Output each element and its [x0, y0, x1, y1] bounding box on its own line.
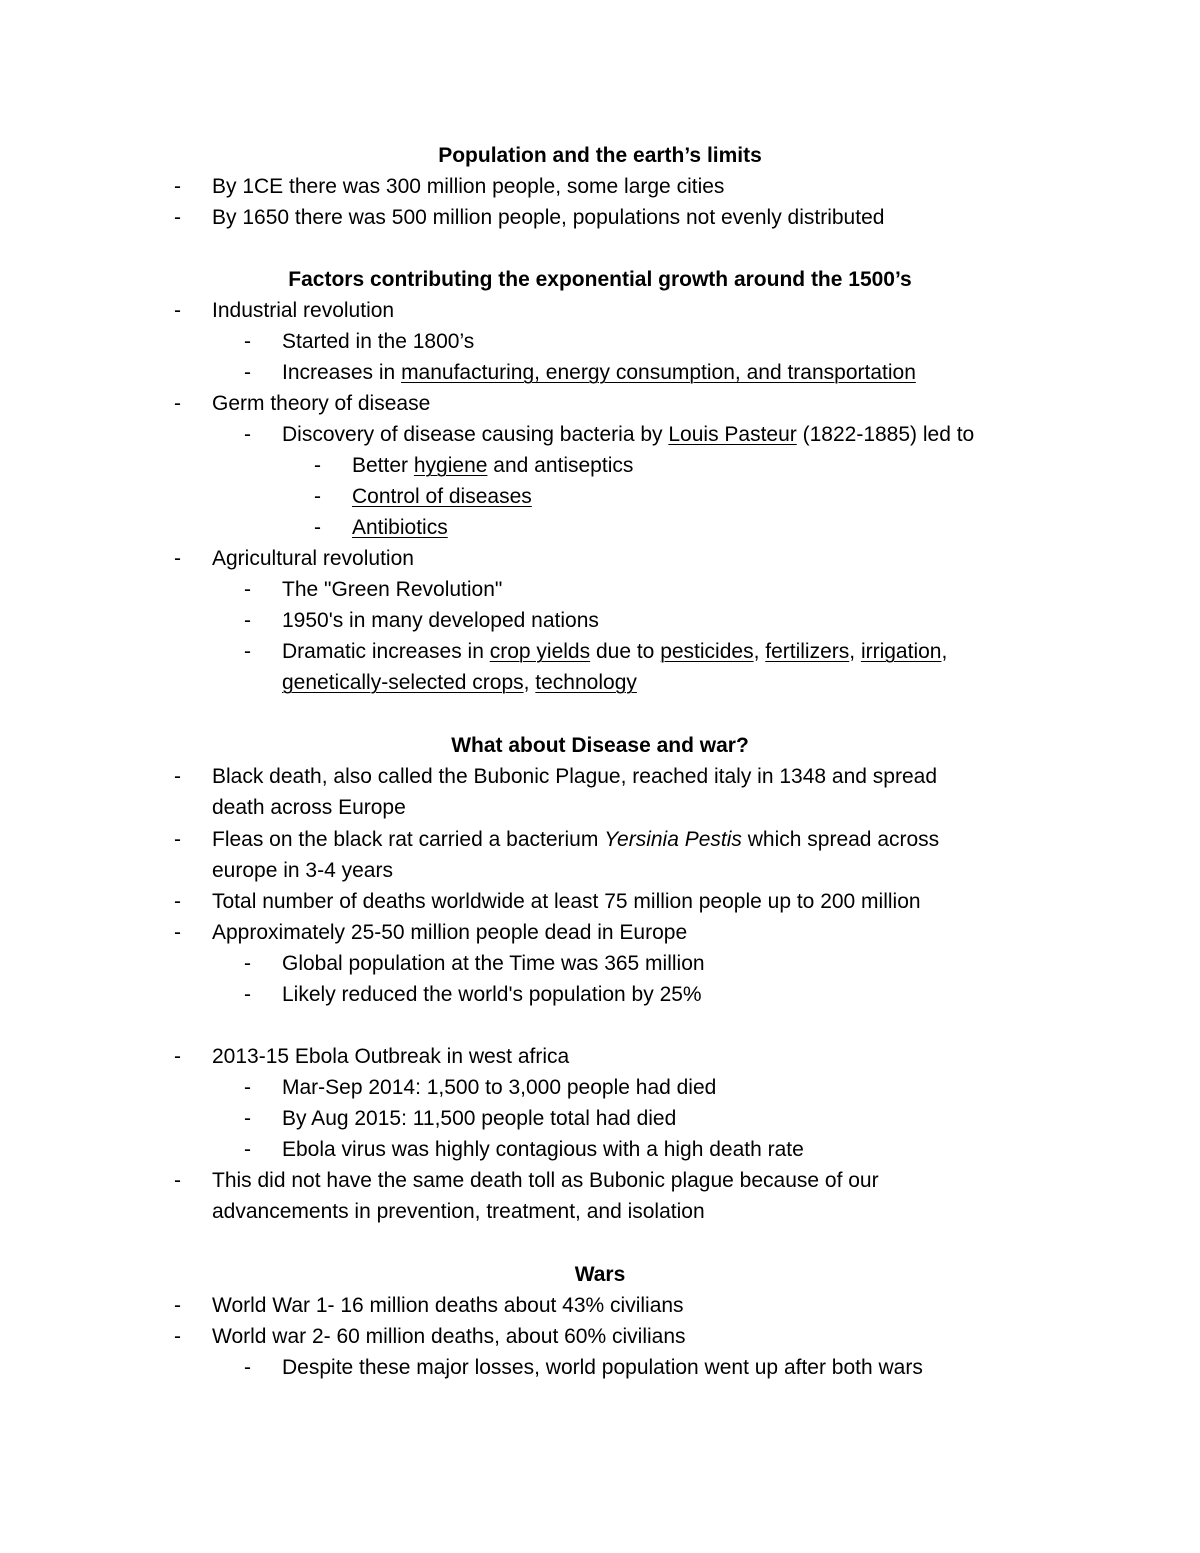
underlined-term: hygiene — [413, 454, 488, 477]
list-item-continuation — [282, 670, 637, 696]
text: Fleas on the black rat carried a bacterium — [212, 828, 605, 851]
text: , — [849, 640, 861, 663]
list-item: Despite these major losses, world population went up after both wars — [282, 1356, 923, 1379]
list-item: Mar-Sep 2014: 1,500 to 3,000 people had died — [282, 1076, 717, 1099]
bullet-dash: - — [244, 330, 251, 353]
underlined-term: technology — [535, 671, 637, 694]
bullet-dash: - — [244, 423, 251, 446]
underlined-term: manufacturing, energy consumption, and transportation — [401, 361, 916, 384]
list-item: By Aug 2015: 11,500 people total had died — [282, 1107, 677, 1130]
bullet-dash: - — [244, 1076, 251, 1099]
bullet-dash: - — [174, 175, 181, 198]
underlined-term: irrigation — [860, 640, 942, 663]
text: and antiseptics — [487, 454, 634, 477]
list-item-continuation: death across Europe — [212, 796, 406, 819]
heading-population: Population and the earth’s limits — [438, 144, 762, 167]
bullet-dash: - — [174, 765, 181, 788]
bullet-dash: - — [174, 828, 181, 851]
bullet-dash: - — [314, 454, 321, 477]
bullet-dash: - — [244, 361, 251, 384]
list-item — [352, 484, 532, 510]
list-item: Total number of deaths worldwide at least 75 million people up to 200 million — [212, 890, 921, 913]
list-item: Black death, also called the Bubonic Plague, reached italy in 1348 and spread — [212, 765, 937, 788]
bullet-dash: - — [174, 1325, 181, 1348]
underlined-term: Louis Pasteur — [668, 423, 797, 446]
list-item — [282, 422, 974, 448]
bullet-dash: - — [174, 1294, 181, 1317]
list-item — [212, 827, 939, 853]
list-item: Started in the 1800’s — [282, 330, 475, 353]
underlined-term: fertilizers — [765, 640, 850, 663]
bullet-dash: - — [174, 206, 181, 229]
underlined-term: crop yields — [489, 640, 591, 663]
bullet-dash: - — [244, 640, 251, 663]
text: , — [753, 640, 766, 663]
italic-term: Yersinia Pestis — [604, 828, 742, 851]
text: (1822-1885) led to — [796, 423, 975, 446]
list-item: Ebola virus was highly contagious with a high death rate — [282, 1138, 804, 1161]
bullet-dash: - — [244, 1356, 251, 1379]
list-item: Industrial revolution — [212, 299, 395, 322]
underlined-term: Control of diseases — [352, 485, 532, 508]
heading-disease-war: What about Disease and war? — [451, 734, 749, 757]
bullet-dash: - — [244, 1107, 251, 1130]
bullet-dash: - — [244, 609, 251, 632]
text: which spread across — [741, 828, 940, 851]
bullet-dash: - — [244, 1138, 251, 1161]
text: due to — [590, 640, 661, 663]
text: Better — [352, 454, 414, 477]
list-item — [282, 639, 947, 665]
list-item: Agricultural revolution — [212, 547, 414, 570]
list-item: By 1CE there was 300 million people, some large cities — [212, 175, 725, 198]
text: , — [941, 640, 948, 663]
text: Dramatic increases in — [282, 640, 490, 663]
bullet-dash: - — [174, 890, 181, 913]
list-item: Global population at the Time was 365 million — [282, 952, 705, 975]
list-item — [352, 515, 448, 541]
bullet-dash: - — [244, 952, 251, 975]
list-item: World war 2- 60 million deaths, about 60% civilians — [212, 1325, 686, 1348]
text: Increases in — [282, 361, 402, 384]
bullet-dash: - — [314, 516, 321, 539]
bullet-dash: - — [174, 547, 181, 570]
list-item: 2013-15 Ebola Outbreak in west africa — [212, 1045, 570, 1068]
bullet-dash: - — [314, 485, 321, 508]
heading-wars: Wars — [574, 1263, 626, 1286]
list-item: By 1650 there was 500 million people, populations not evenly distributed — [212, 206, 885, 229]
text: Discovery of disease causing bacteria by — [282, 423, 669, 446]
heading-factors: Factors contributing the exponential growth around the 1500’s — [288, 268, 912, 291]
list-item: This did not have the same death toll as Bubonic plague because of our — [212, 1169, 879, 1192]
bullet-dash: - — [244, 983, 251, 1006]
list-item: The "Green Revolution" — [282, 578, 503, 601]
text: , — [523, 671, 536, 694]
underlined-term: genetically-selected crops — [282, 671, 524, 694]
bullet-dash: - — [174, 1169, 181, 1192]
list-item-continuation: europe in 3-4 years — [212, 859, 393, 882]
list-item: Approximately 25-50 million people dead in Europe — [212, 921, 688, 944]
underlined-term: pesticides — [660, 640, 754, 663]
list-item — [282, 360, 916, 386]
bullet-dash: - — [174, 921, 181, 944]
underlined-term: Antibiotics — [352, 516, 448, 539]
bullet-dash: - — [174, 1045, 181, 1068]
list-item: Likely reduced the world's population by 25% — [282, 983, 702, 1006]
bullet-dash: - — [174, 299, 181, 322]
bullet-dash: - — [244, 578, 251, 601]
list-item: Germ theory of disease — [212, 392, 431, 415]
bullet-dash: - — [174, 392, 181, 415]
list-item: 1950's in many developed nations — [282, 609, 599, 632]
list-item-continuation: advancements in prevention, treatment, and isolation — [212, 1200, 705, 1223]
list-item: World War 1- 16 million deaths about 43% civilians — [212, 1294, 684, 1317]
list-item — [352, 453, 633, 479]
